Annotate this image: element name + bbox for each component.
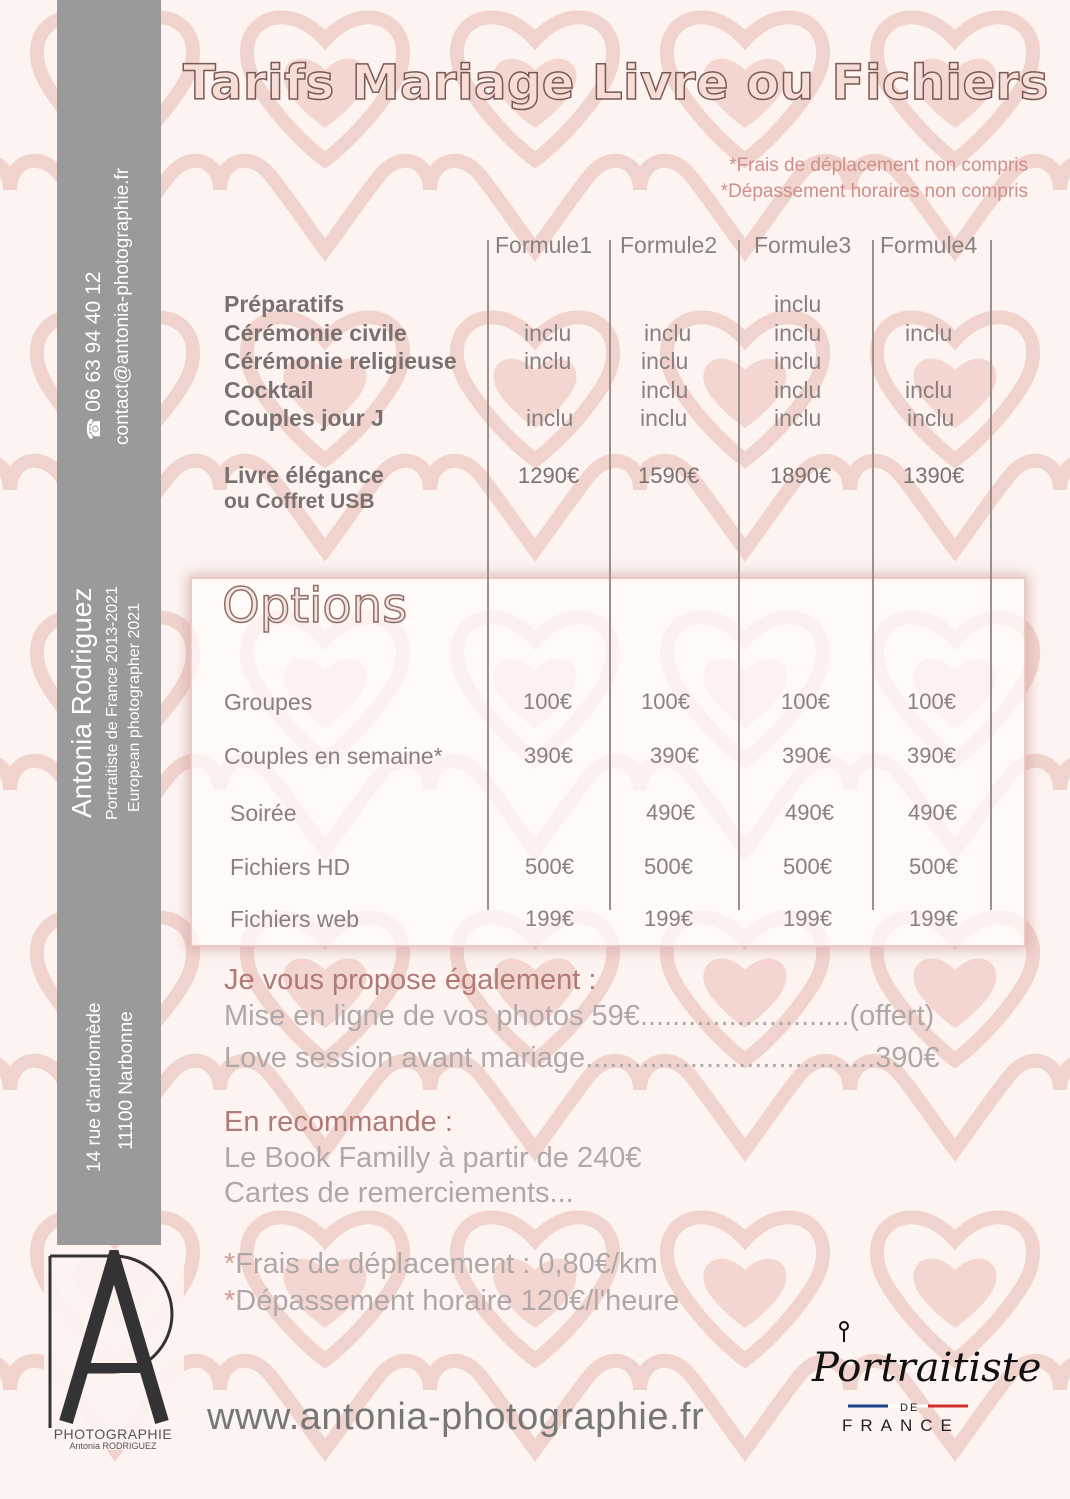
cell: inclu — [905, 320, 953, 346]
row-label-cocktail: Cocktail — [224, 377, 314, 403]
cell: inclu — [774, 405, 822, 431]
extra-line-love-session: Love session avant mariage....................................390€ — [224, 1042, 940, 1074]
phone-number[interactable]: 06 63 94 40 12 — [82, 271, 105, 412]
cell: inclu — [641, 348, 689, 374]
column-divider — [990, 240, 992, 910]
note-overtime: *Dépassement horaires non compris — [720, 181, 1028, 202]
recommend-cards: Cartes de remerciements... — [224, 1177, 574, 1209]
price-formule1: 1290€ — [518, 463, 580, 488]
award-subtitle: Portraitiste de France 2013-2021 — [104, 586, 121, 820]
cell: inclu — [774, 320, 822, 346]
cell: inclu — [526, 405, 574, 431]
asterisk: * — [224, 1248, 236, 1280]
cell: inclu — [774, 348, 822, 374]
extra-line-mise-en-ligne: Mise en ligne de vos photos 59€..........................(offert) — [224, 1000, 935, 1032]
option-value: 100€ — [641, 689, 690, 714]
column-divider — [609, 240, 611, 910]
european-subtitle: European photographer 2021 — [126, 602, 143, 812]
footnote-overtime-text: Dépassement horaire 120€/l'heure — [235, 1285, 680, 1317]
footnote-travel-text: Frais de déplacement : 0,80€/km — [235, 1248, 658, 1280]
phone-icon: ☎ — [84, 417, 104, 440]
cell: inclu — [907, 405, 955, 431]
page-title: Tarifs Mariage Livre ou Fichiers — [183, 55, 1049, 111]
option-label-fichiers-hd: Fichiers HD — [230, 854, 351, 880]
row-label-ceremonie-religieuse: Cérémonie religieuse — [224, 348, 457, 374]
cell: inclu — [640, 405, 688, 431]
option-value: 500€ — [525, 854, 574, 879]
portraitiste-france: FRANCE — [842, 1416, 960, 1435]
option-value: 390€ — [524, 743, 573, 768]
options-title: Options — [222, 578, 408, 634]
option-value: 390€ — [782, 743, 831, 768]
portraitiste-script: Portraitiste — [812, 1345, 1042, 1391]
column-divider — [487, 240, 489, 910]
footnote-overtime — [224, 1285, 679, 1318]
asterisk: * — [224, 1285, 236, 1317]
option-label-couples-semaine: Couples en semaine* — [224, 743, 443, 769]
option-value: 100€ — [523, 689, 572, 714]
phone-row — [82, 272, 106, 440]
option-value: 100€ — [907, 689, 956, 714]
price-formule3: 1890€ — [770, 463, 832, 488]
column-formule4: Formule4 — [880, 232, 978, 258]
recommend-book: Le Book Familly à partir de 240€ — [224, 1142, 642, 1174]
column-formule2: Formule2 — [620, 232, 718, 258]
price-formule2: 1590€ — [638, 463, 700, 488]
photographer-name: Antonia Rodriguez — [66, 587, 97, 818]
logo-subtext: Antonia RODRIGUEZ — [69, 1441, 157, 1451]
option-value: 390€ — [907, 743, 956, 768]
row-label-ceremonie-civile: Cérémonie civile — [224, 320, 407, 346]
cell: inclu — [641, 377, 689, 403]
option-value: 100€ — [781, 689, 830, 714]
ap-photographie-logo — [44, 1250, 184, 1450]
column-divider — [872, 240, 874, 910]
option-label-soiree: Soirée — [230, 800, 297, 826]
portraitiste-de: DE — [900, 1402, 920, 1414]
column-formule1: Formule1 — [495, 232, 593, 258]
website-link[interactable]: www.antonia-photographie.fr — [207, 1396, 705, 1438]
footnote-travel — [224, 1248, 658, 1281]
option-value: 500€ — [783, 854, 832, 879]
cell: inclu — [524, 348, 572, 374]
price-formule4: 1390€ — [903, 463, 965, 488]
price-label: Livre élégance — [224, 462, 384, 488]
option-value: 490€ — [908, 800, 957, 825]
option-value: 390€ — [650, 743, 699, 768]
row-label-couples-jour-j: Couples jour J — [224, 405, 384, 431]
column-formule3: Formule3 — [754, 232, 852, 258]
cell: inclu — [905, 377, 953, 403]
column-divider — [738, 240, 740, 910]
row-label-preparatifs: Préparatifs — [224, 291, 345, 317]
email-address[interactable]: contact@antonia-photographie.fr — [112, 167, 133, 445]
option-value: 199€ — [644, 906, 693, 931]
option-value: 500€ — [909, 854, 958, 879]
cell: inclu — [644, 320, 692, 346]
note-travel: *Frais de déplacement non compris — [729, 155, 1028, 176]
logo-text: PHOTOGRAPHIE — [53, 1426, 173, 1442]
extras-heading: Je vous propose également : — [224, 964, 597, 996]
cell: inclu — [774, 291, 822, 317]
address-city: 11100 Narbonne — [116, 1011, 137, 1150]
option-label-fichiers-web: Fichiers web — [230, 906, 360, 932]
option-value: 199€ — [525, 906, 574, 931]
option-value: 490€ — [646, 800, 695, 825]
recommend-heading: En recommande : — [224, 1106, 453, 1138]
cell: inclu — [774, 377, 822, 403]
option-value: 500€ — [644, 854, 693, 879]
option-value: 199€ — [783, 906, 832, 931]
option-value: 199€ — [909, 906, 958, 931]
option-label-groupes: Groupes — [224, 689, 313, 715]
cell: inclu — [524, 320, 572, 346]
option-value: 490€ — [785, 800, 834, 825]
price-label-sub: ou Coffret USB — [224, 490, 375, 513]
address-street: 14 rue d'andromède — [84, 1002, 105, 1172]
